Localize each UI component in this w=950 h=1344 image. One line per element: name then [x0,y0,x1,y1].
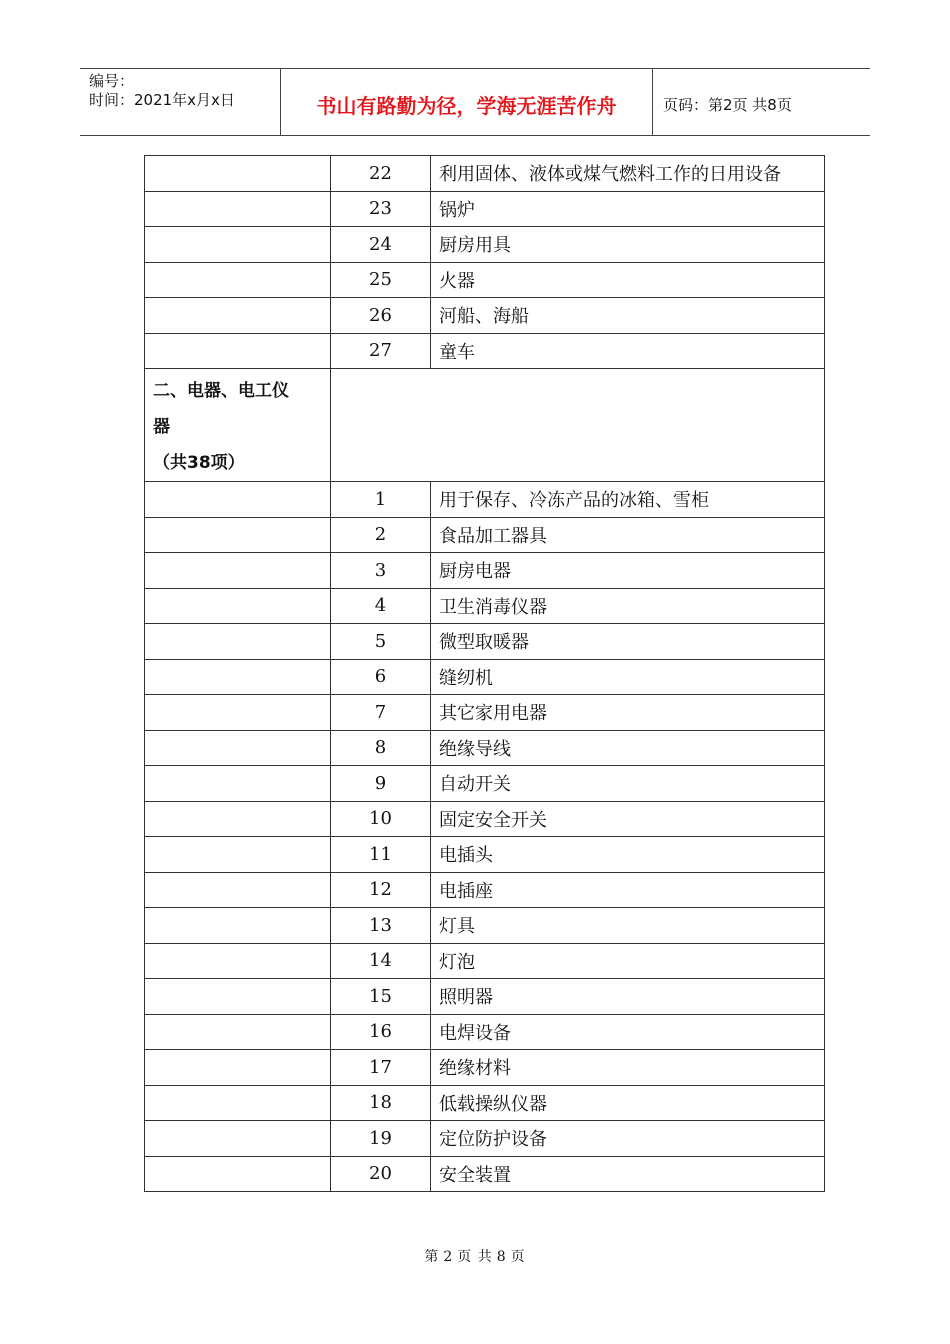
table-row [145,482,825,518]
category-cell [145,553,331,589]
category-cell [145,1121,331,1157]
item-number: 24 [331,227,431,263]
items-table [144,155,825,1192]
category-cell [145,979,331,1015]
category-cell [145,227,331,263]
category-cell [145,872,331,908]
item-name: 厨房电器 [431,553,825,589]
item-number: 2 [331,517,431,553]
item-name: 利用固体、液体或煤气燃料工作的日用设备 [431,156,825,192]
item-name: 固定安全开关 [431,801,825,837]
item-number: 27 [331,333,431,369]
item-name: 绝缘导线 [431,730,825,766]
footer-page-number: 2 [443,1249,454,1265]
item-number: 18 [331,1085,431,1121]
item-name: 灯具 [431,908,825,944]
item-name: 其它家用电器 [431,695,825,731]
item-name: 锅炉 [431,191,825,227]
category-cell [145,837,331,873]
item-name: 缝纫机 [431,659,825,695]
document-time-label: 时间：2021年x月x日 [89,91,235,109]
item-number: 3 [331,553,431,589]
item-name: 用于保存、冷冻产品的冰箱、雪柜 [431,482,825,518]
footer-mid: 页 共 [457,1249,493,1265]
table-row [145,298,825,334]
item-number: 26 [331,298,431,334]
table-row [145,801,825,837]
category-cell [145,517,331,553]
category-cell [145,156,331,192]
table-row [145,553,825,589]
category-cell [145,943,331,979]
header-motto: 书山有路勤为径，学海无涯苦作舟 [281,69,653,135]
item-name: 绝缘材料 [431,1050,825,1086]
section-empty-cell [331,369,825,482]
header-page-info: 页码：第2页 共8页 [663,95,792,114]
table-row [145,1085,825,1121]
item-name: 食品加工器具 [431,517,825,553]
table-row [145,333,825,369]
table-row [145,837,825,873]
item-name: 低载操纵仪器 [431,1085,825,1121]
table-row [145,979,825,1015]
item-name: 电插座 [431,872,825,908]
table-row [145,191,825,227]
category-cell [145,482,331,518]
item-number: 19 [331,1121,431,1157]
item-name: 安全装置 [431,1156,825,1192]
table-row [145,872,825,908]
item-name: 电插头 [431,837,825,873]
item-name: 卫生消毒仪器 [431,588,825,624]
item-number: 17 [331,1050,431,1086]
item-number: 10 [331,801,431,837]
page-footer [0,1246,950,1266]
category-cell [145,801,331,837]
item-name: 照明器 [431,979,825,1015]
item-number: 14 [331,943,431,979]
item-number: 15 [331,979,431,1015]
table-row [145,1050,825,1086]
item-number: 13 [331,908,431,944]
table-row [145,695,825,731]
item-name: 厨房用具 [431,227,825,263]
category-cell [145,333,331,369]
item-number: 5 [331,624,431,660]
header-meta [80,69,281,135]
category-cell [145,298,331,334]
table-row [145,262,825,298]
table-row [145,730,825,766]
page-header [80,68,870,136]
item-name: 河船、海船 [431,298,825,334]
section-title [145,369,331,482]
table-row [145,908,825,944]
table-row [145,766,825,802]
item-name: 电焊设备 [431,1014,825,1050]
category-cell [145,1085,331,1121]
category-cell [145,624,331,660]
item-name: 火器 [431,262,825,298]
category-cell [145,1014,331,1050]
category-cell [145,908,331,944]
footer-suffix: 页 [510,1249,526,1265]
item-number: 22 [331,156,431,192]
item-name: 童车 [431,333,825,369]
category-cell [145,1156,331,1192]
category-cell [145,588,331,624]
item-number: 20 [331,1156,431,1192]
item-name: 定位防护设备 [431,1121,825,1157]
table-row [145,588,825,624]
table-row [145,659,825,695]
item-name: 灯泡 [431,943,825,979]
category-cell [145,1050,331,1086]
table-row [145,517,825,553]
category-cell [145,659,331,695]
section-title-line1: 二、电器、电工仪 [153,381,289,401]
category-cell [145,730,331,766]
item-name: 微型取暖器 [431,624,825,660]
item-number: 6 [331,659,431,695]
table-row [145,156,825,192]
item-number: 12 [331,872,431,908]
table-row [145,1121,825,1157]
item-number: 16 [331,1014,431,1050]
item-number: 4 [331,588,431,624]
table-row [145,943,825,979]
table-row [145,1014,825,1050]
category-cell [145,695,331,731]
section-title-line2: 器 [153,417,170,437]
item-number: 11 [331,837,431,873]
item-number: 8 [331,730,431,766]
document-number-label: 编号： [89,72,135,90]
table-row [145,624,825,660]
item-number: 1 [331,482,431,518]
footer-prefix: 第 [424,1249,440,1265]
category-cell [145,766,331,802]
item-number: 25 [331,262,431,298]
item-number: 23 [331,191,431,227]
category-cell [145,262,331,298]
section-title-line3: （共38项） [153,453,245,473]
footer-total-pages: 8 [496,1249,507,1265]
item-number: 7 [331,695,431,731]
category-cell [145,191,331,227]
item-name: 自动开关 [431,766,825,802]
item-number: 9 [331,766,431,802]
table-row [145,1156,825,1192]
section-row [145,369,825,482]
table-row [145,227,825,263]
